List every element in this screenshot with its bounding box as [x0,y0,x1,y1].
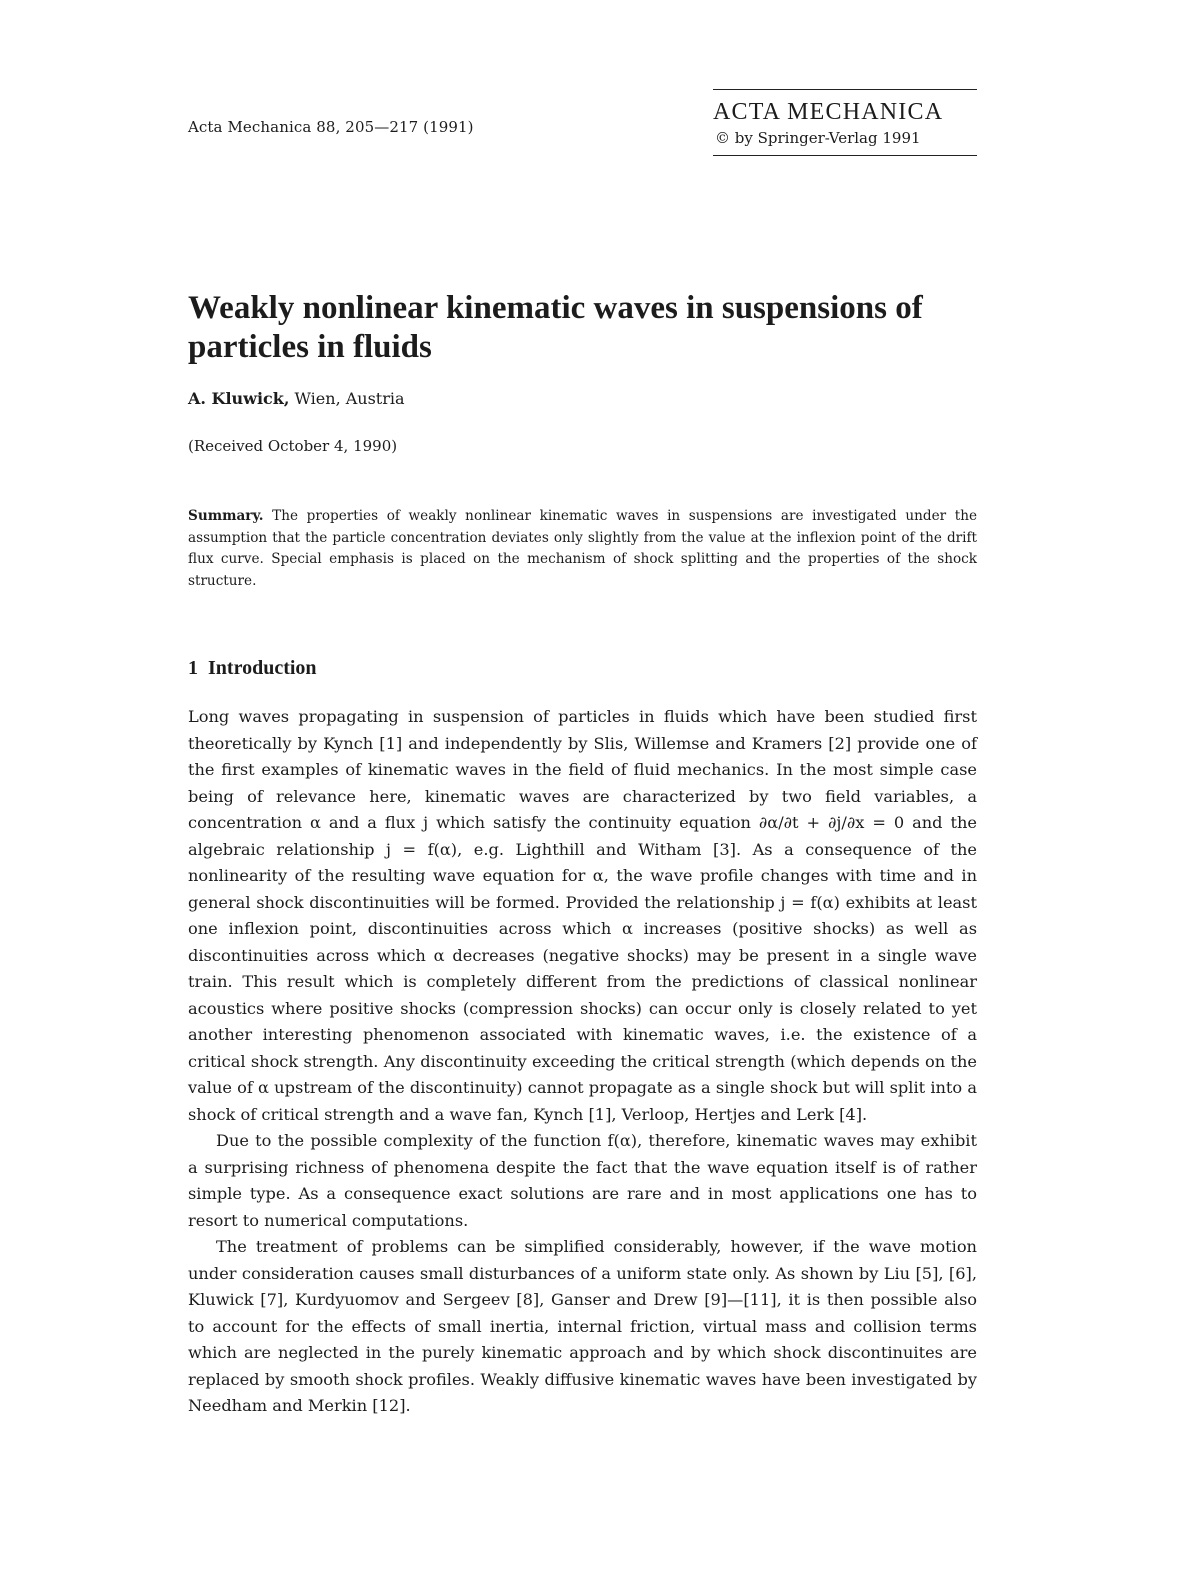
journal-masthead [713,89,977,156]
article-title: Weakly nonlinear kinematic waves in suspensions of particles in fluids [188,290,923,365]
section-title: Introduction [208,657,317,679]
section-number: 1 [188,657,198,679]
author-name: A. Kluwick, [188,389,290,408]
author-line [188,389,405,408]
abstract-label: Summary. [188,508,264,524]
author-affiliation: Wien, Austria [289,389,405,408]
abstract [188,506,977,592]
paragraph: Due to the possible complexity of the function f(α), therefore, kinematic waves may exhibit a surprising richness of phenomena despite the fact that the wave equation itself is of rather simple type. As a consequence exact solutions are rare and in most applications one has to resort to numerical computations. [188,1131,977,1230]
section-heading [188,657,317,680]
journal-citation: Acta Mechanica 88, 205—217 (1991) [188,118,474,136]
paragraph: Long waves propagating in suspension of particles in fluids which have been studied first theoretically by Kynch [1] and independently by Slis, Willemse and Kramers [2] provide one of the first examples of kinematic waves in the field of fluid mechanics. In the most simple case being of relevance here, kinematic waves are characterized by two field variables, a concentration α and a flux j which satisfy the continuity equation ∂α/∂t + ∂j/∂x = 0 and the algebraic relationship j = f(α), e.g. Lighthill and Witham [3]. As a consequence of the nonlinearity of the resulting wave equation for α, the wave profile changes with time and in general shock discontinuities will be formed. Provided the relationship j = f(α) exhibits at least one inflexion point, discontinuities across which α increases (positive shocks) as well as discontinuities across which α decreases (negative shocks) may be present in a single wave train. This result which is completely different from the predictions of classical nonlinear acoustics where positive shocks (compression shocks) can occur only is closely related to yet another interesting phenomenon associated with kinematic waves, i.e. the existence of a critical shock strength. Any discontinuity exceeding the critical strength (which depends on the value of α upstream of the discontinuity) cannot propagate as a single shock but will split into a shock of critical strength and a wave fan, Kynch [1], Verloop, Hertjes and Lerk [4]. [188,707,977,1124]
journal-name: ACTA MECHANICA [713,99,944,125]
paragraph: The treatment of problems can be simplified considerably, however, if the wave motion under consideration causes small disturbances of a uniform state only. As shown by Liu [5], [6], Kluwick [7], Kurdyuomov and Sergeev [8], Ganser and Drew [9]—[11], it is then possible also to account for the effects of small inertia, internal friction, virtual mass and collision terms which are neglected in the purely kinematic approach and by which shock discontinuites are replaced by smooth shock profiles. Weakly diffusive kinematic waves have been investigated by Needham and Merkin [12]. [188,1237,977,1415]
copyright-notice: © by Springer-Verlag 1991 [715,129,921,147]
body-text [188,704,977,1420]
abstract-text: The properties of weakly nonlinear kinematic waves in suspensions are investigated under the assumption that the particle concentration deviates only slightly from the value at the inflexion point of the drift flux curve. Special emphasis is placed on the mechanism of shock splitting and the properties of the shock structure. [188,508,977,589]
received-date: (Received October 4, 1990) [188,437,398,455]
